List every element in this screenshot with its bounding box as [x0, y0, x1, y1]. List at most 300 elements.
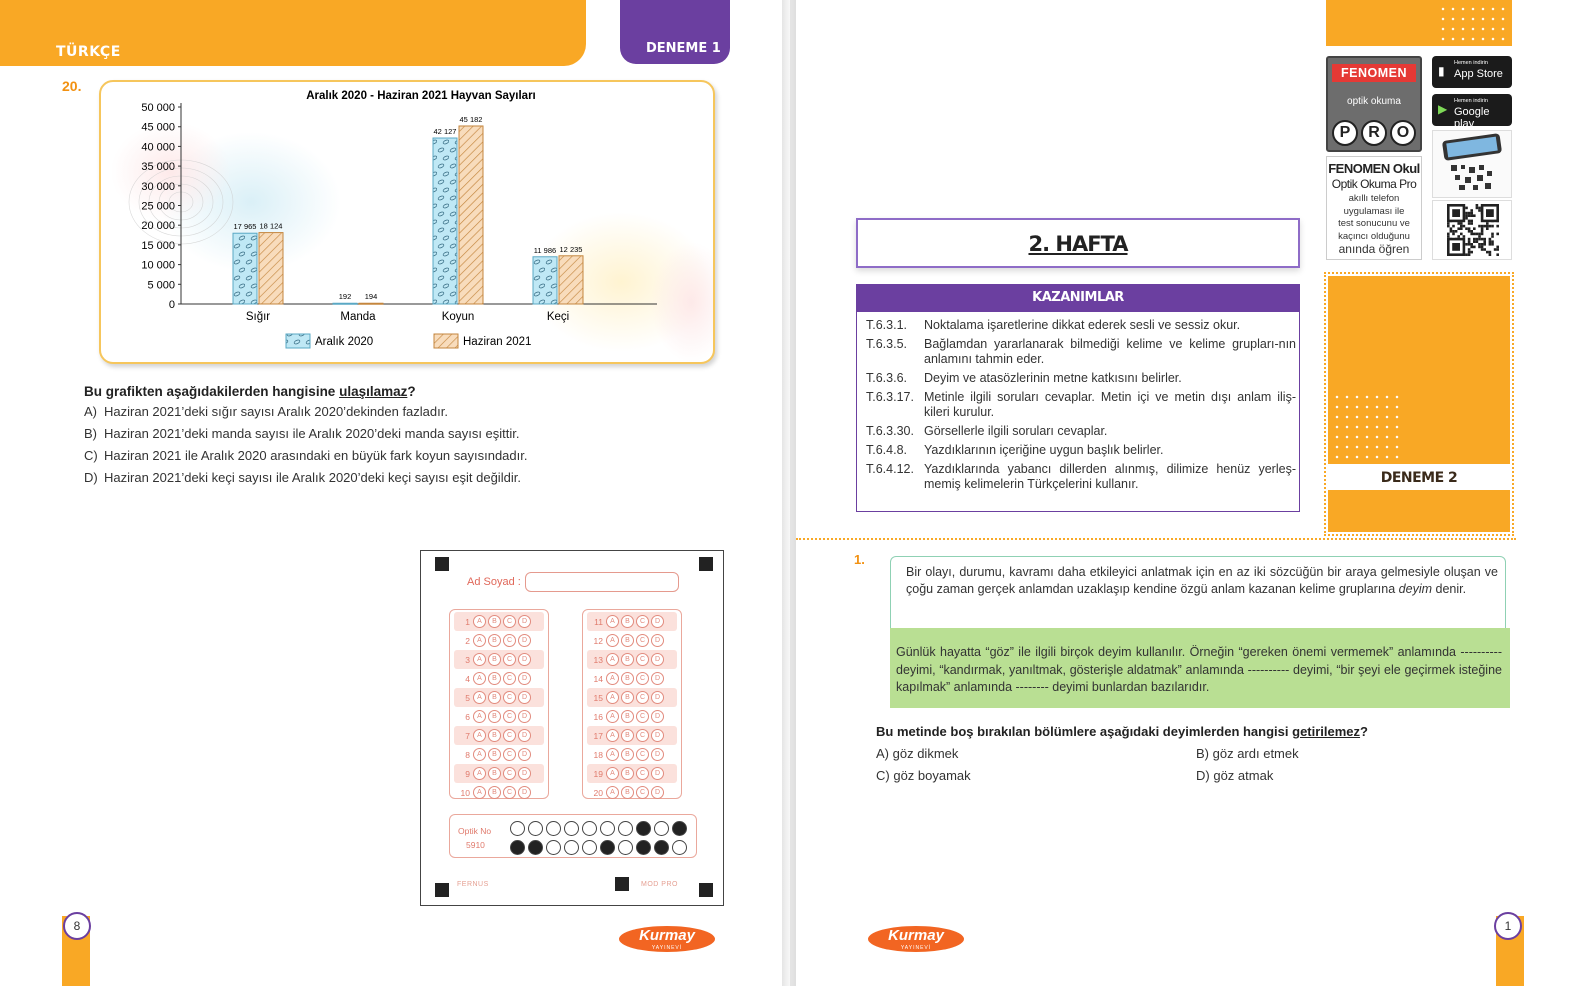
x-tick-label: Sığır [245, 311, 271, 323]
answer-bubble[interactable]: C [636, 615, 649, 628]
publisher-logo [868, 926, 964, 952]
optik-bubble [528, 821, 543, 836]
question-stem [84, 384, 416, 399]
outcome-code: T.6.3.1. [866, 318, 907, 332]
option-letter: A) [84, 404, 97, 419]
answer-bubble[interactable]: B [621, 672, 634, 685]
week-title: 2. HAFTA [1028, 232, 1128, 256]
sheet-footer-mod: MOD PRO [641, 881, 678, 888]
bar-haziran-2021-0 [259, 233, 283, 304]
sheet-corner-mark [435, 557, 449, 571]
answer-bubble[interactable]: A [473, 634, 486, 647]
answer-bubble[interactable]: A [606, 653, 619, 666]
answer-bubble[interactable]: C [636, 786, 649, 799]
legend-swatch [286, 334, 310, 348]
option-text: göz dikmek [892, 746, 959, 761]
bubble-column-1-10 [449, 609, 549, 799]
legend-label: Aralık 2020 [315, 336, 374, 348]
bar-aralik-2020-3 [533, 257, 557, 304]
answer-bubble[interactable]: A [606, 672, 619, 685]
fenomen-info-box [1326, 156, 1422, 260]
outcome-text: Yazdıklarında yabancı dillerden alınmış, dilimize henüz yerleş-memiş kelimelerin Türkçelerini kullanır. [924, 462, 1296, 491]
answer-bubble[interactable]: C [636, 653, 649, 666]
answer-bubble[interactable]: A [606, 786, 619, 799]
publisher-logo [619, 926, 715, 952]
answer-bubble[interactable]: C [636, 729, 649, 742]
bar-haziran-2021-2 [459, 126, 483, 304]
answer-bubble[interactable]: D [651, 767, 664, 780]
option-letter: D) [84, 470, 98, 485]
answer-bubble[interactable]: B [488, 748, 501, 761]
answer-bubble[interactable]: B [488, 767, 501, 780]
info-last-line: anında öğren [1338, 242, 1410, 256]
passage-text: Günlük hayatta “göz” ile ilgili birçok deyim kullanılır. Örneğin “gereken önemi vermemek” anlamında ---------- deyimi, “kandırmak, yanıltmak, gösterişle aldatmak” anlamında ---------- deyimi, “bir şeyi ele geçirmek isteğine kapılmak” anlamında -------- deyimi bunlardan bazılarıdır. [896, 645, 1502, 694]
option-text: Haziran 2021’deki keçi sayısı ile Aralık 2020’deki keçi sayısı eşit değildir. [104, 470, 521, 485]
answer-bubble[interactable]: C [503, 653, 516, 666]
publisher-logo-sub: YAYINEVİ [651, 945, 683, 951]
app-store-small: Hemen indirin [1454, 60, 1488, 66]
answer-bubble[interactable]: D [518, 691, 531, 704]
outcome-text: Görsellerle ilgili soruları cevaplar. [924, 424, 1108, 438]
answer-bubble[interactable]: C [503, 672, 516, 685]
bubble-column-11-20 [582, 609, 682, 799]
outcome-text: Bağlamdan yararlanarak bilmediği kelime ve kelime grupları-nın anlamını tahmin eder. [924, 337, 1296, 366]
publisher-logo-text: Kurmay [639, 927, 695, 944]
sheet-corner-mark [435, 883, 449, 897]
answer-bubble[interactable]: C [503, 748, 516, 761]
answer-bubble[interactable]: B [621, 615, 634, 628]
dots-decor [1332, 392, 1402, 460]
option-c[interactable] [876, 768, 971, 783]
answer-bubble[interactable]: D [518, 748, 531, 761]
section-divider [796, 538, 1516, 540]
answer-bubble[interactable]: D [651, 748, 664, 761]
optik-label: Optik No [458, 826, 492, 836]
y-tick-label: 15 000 [141, 239, 175, 252]
option-text: Haziran 2021’deki manda sayısı ile Aralık 2020’deki manda sayısı eşittir. [104, 426, 520, 441]
outcome-item [866, 462, 1296, 492]
optik-number-box [449, 814, 697, 858]
optik-bubble [564, 821, 579, 836]
x-tick-label: Koyun [441, 311, 475, 323]
y-tick-label: 40 000 [141, 141, 175, 154]
optik-bubble [564, 840, 579, 855]
answer-row [454, 669, 544, 688]
answer-bubble[interactable]: A [473, 653, 486, 666]
optik-bubble [654, 840, 669, 855]
answer-bubble[interactable]: C [503, 691, 516, 704]
answer-row [587, 612, 677, 631]
option-letter: C) [876, 768, 890, 783]
chart-title: Aralık 2020 - Haziran 2021 Hayvan Sayıları [306, 90, 536, 102]
optik-bubble [600, 821, 615, 836]
info-line: kaçıncı olduğunu [1338, 230, 1410, 242]
outcome-text: Metinle ilgili soruları cevaplar. Metin içi ve metin dışı anlam iliş-kileri kurulur. [924, 390, 1296, 419]
bar-aralik-2020-1 [333, 303, 357, 304]
answer-bubble[interactable]: C [503, 634, 516, 647]
answer-row-number: 5 [465, 692, 470, 703]
answer-row [587, 745, 677, 764]
y-tick-label: 30 000 [141, 180, 175, 193]
name-field[interactable] [525, 572, 679, 592]
answer-bubble[interactable]: D [651, 615, 664, 628]
answer-row-number: 13 [593, 654, 603, 665]
option-letter: C) [84, 448, 98, 463]
optical-answer-sheet [420, 550, 724, 906]
fenomen-mid-text: optik okuma [1347, 96, 1401, 107]
stem-prefix: Bu grafikten aşağıdakilerden hangisine [84, 384, 340, 399]
optik-bubble [672, 821, 687, 836]
question-number: 20. [62, 78, 82, 94]
answer-bubble[interactable]: D [518, 710, 531, 723]
answer-bubble[interactable]: A [473, 748, 486, 761]
y-tick-label: 45 000 [141, 121, 175, 134]
qr-code-icon[interactable] [1432, 200, 1512, 260]
answer-bubble[interactable]: A [473, 767, 486, 780]
apple-icon: ▮ [1438, 64, 1445, 78]
optik-bubble [510, 840, 525, 855]
optik-bubble [618, 821, 633, 836]
answer-bubble[interactable]: A [606, 710, 619, 723]
answer-bubble[interactable]: D [651, 786, 664, 799]
outcome-code: T.6.4.8. [866, 443, 907, 457]
bar-value-label: 11 986 [533, 245, 557, 255]
info-line: uygulaması ile [1343, 205, 1405, 217]
optik-bubble [654, 821, 669, 836]
optik-bubble [582, 840, 597, 855]
definition-term: deyim [1398, 581, 1433, 596]
stem-suffix: ? [407, 384, 416, 399]
bar-value-label: 192 [338, 292, 352, 302]
y-tick-label: 20 000 [141, 220, 175, 233]
answer-row-number: 7 [465, 730, 470, 741]
answer-bubble[interactable]: B [621, 729, 634, 742]
pro-letter-r: R [1361, 120, 1387, 146]
answer-row [587, 631, 677, 650]
answer-row-number: 4 [465, 673, 470, 684]
stem-prefix: Bu metinde boş bırakılan bölümlere aşağıdaki deyimlerden hangisi [876, 724, 1293, 739]
optik-bubble [510, 821, 525, 836]
answer-row [454, 650, 544, 669]
left-page [0, 0, 790, 986]
google-play-button[interactable] [1432, 94, 1512, 130]
answer-bubble[interactable]: C [503, 710, 516, 723]
answer-bubble[interactable]: D [518, 672, 531, 685]
info-line: akıllı telefon [1348, 193, 1400, 204]
answer-bubble[interactable]: B [621, 710, 634, 723]
info-text [1327, 193, 1421, 256]
fenomen-logo [1326, 56, 1422, 152]
bar-value-label: 194 [364, 292, 378, 302]
answer-bubble[interactable]: A [473, 786, 486, 799]
info-title: FENOMEN Okul [1328, 161, 1420, 176]
answer-row [587, 726, 677, 745]
answer-bubble[interactable]: B [621, 653, 634, 666]
answer-row-number: 15 [593, 692, 603, 703]
bar-haziran-2021-3 [559, 256, 583, 304]
optik-bubble-row [510, 838, 690, 857]
dots-decor [1438, 4, 1508, 44]
answer-row-number: 17 [593, 730, 603, 741]
answer-bubble[interactable]: B [488, 710, 501, 723]
option-text: göz atmak [1213, 768, 1274, 783]
stem-suffix: ? [1360, 724, 1368, 739]
bar-chart [101, 82, 715, 364]
option-b[interactable] [84, 426, 520, 441]
outcome-code: T.6.3.6. [866, 371, 907, 385]
answer-bubble[interactable]: C [503, 767, 516, 780]
answer-bubble[interactable]: C [503, 786, 516, 799]
sheet-footer-brand: FERNUS [457, 881, 489, 888]
play-icon: ▶ [1438, 102, 1448, 116]
optik-bubble [546, 840, 561, 855]
answer-bubble[interactable]: D [651, 710, 664, 723]
legend-swatch [434, 334, 458, 348]
sheet-corner-mark [615, 877, 629, 891]
answer-row [587, 669, 677, 688]
answer-bubble[interactable]: A [473, 729, 486, 742]
deneme2-panel [1328, 276, 1510, 532]
answer-row-number: 16 [593, 711, 603, 722]
answer-bubble[interactable]: A [473, 691, 486, 704]
pro-letter-o: O [1390, 120, 1416, 146]
answer-bubble[interactable]: B [621, 634, 634, 647]
y-tick-label: 35 000 [141, 161, 175, 174]
answer-bubble[interactable]: D [651, 672, 664, 685]
answer-bubble[interactable]: C [503, 615, 516, 628]
top-accent-block [1326, 0, 1512, 46]
option-a[interactable] [84, 404, 448, 419]
answer-bubble[interactable]: C [636, 672, 649, 685]
answer-row-number: 20 [593, 787, 603, 798]
chart-background-decor [111, 122, 715, 362]
answer-bubble[interactable]: D [651, 653, 664, 666]
answer-bubble[interactable]: A [606, 634, 619, 647]
publisher-logo-text: Kurmay [888, 927, 944, 944]
right-page [796, 0, 1586, 986]
option-text: göz ardı etmek [1212, 746, 1299, 761]
answer-row-number: 1 [465, 616, 470, 627]
sheet-corner-mark [699, 883, 713, 897]
answer-bubble[interactable]: C [503, 729, 516, 742]
answer-bubble[interactable]: B [621, 767, 634, 780]
answer-row [587, 650, 677, 669]
name-label: Ad Soyad : [467, 576, 521, 588]
outcome-code: T.6.3.30. [866, 424, 914, 438]
option-text: Haziran 2021’deki sığır sayısı Aralık 2020’dekinden fazladır. [104, 404, 448, 419]
option-b[interactable] [1196, 746, 1299, 761]
answer-row-number: 8 [465, 749, 470, 760]
stem-emphasis: getirilemez [1292, 724, 1361, 739]
optik-bubble [546, 821, 561, 836]
answer-row-number: 2 [465, 635, 470, 646]
y-tick-label: 25 000 [141, 200, 175, 213]
answer-row-number: 14 [593, 673, 603, 684]
option-text: Haziran 2021 ile Aralık 2020 arasındaki en büyük fark koyun sayısındadır. [104, 448, 528, 463]
answer-bubble[interactable]: B [488, 729, 501, 742]
answer-bubble[interactable]: B [488, 653, 501, 666]
google-play-small: Hemen indirin [1454, 98, 1488, 104]
answer-bubble[interactable]: B [488, 672, 501, 685]
answer-row [454, 745, 544, 764]
answer-bubble[interactable]: A [606, 691, 619, 704]
bar-haziran-2021-1 [359, 303, 383, 304]
answer-row [454, 612, 544, 631]
pro-letter-p: P [1332, 120, 1358, 146]
bar-aralik-2020-2 [433, 138, 457, 304]
answer-row [454, 631, 544, 650]
option-text: göz boyamak [893, 768, 971, 783]
answer-bubble[interactable]: C [636, 710, 649, 723]
app-store-label: App Store [1454, 68, 1503, 80]
info-subtitle: Optik Okuma Pro [1331, 177, 1417, 191]
answer-bubble[interactable]: D [518, 729, 531, 742]
outcome-code: T.6.3.17. [866, 390, 914, 404]
answer-bubble[interactable]: C [636, 767, 649, 780]
answer-bubble[interactable]: C [636, 748, 649, 761]
y-tick-label: 5 000 [147, 279, 175, 292]
answer-bubble[interactable]: D [518, 634, 531, 647]
y-tick-label: 0 [168, 299, 175, 311]
bar-value-label: 12 235 [559, 244, 583, 254]
bar-value-label: 17 965 [233, 222, 257, 232]
exam-tab-label: DENEME 1 [646, 41, 721, 56]
publisher-logo-sub: YAYINEVİ [900, 945, 932, 951]
question-number: 1. [854, 552, 865, 567]
outcome-code: T.6.4.12. [866, 462, 914, 476]
answer-bubble[interactable]: D [518, 786, 531, 799]
outcome-item [866, 424, 1296, 439]
definition-after: denir. [1432, 581, 1467, 596]
deneme2-label: DENEME 2 [1380, 470, 1458, 486]
option-a[interactable] [876, 746, 958, 761]
page-number: 1 [1494, 912, 1522, 940]
bar-value-label: 18 124 [259, 221, 283, 231]
sheet-corner-mark [699, 557, 713, 571]
x-tick-label: Keçi [546, 311, 570, 323]
answer-row-number: 9 [465, 768, 470, 779]
legend-label: Haziran 2021 [463, 336, 532, 348]
optik-bubble [582, 821, 597, 836]
answer-bubble[interactable]: D [518, 653, 531, 666]
answer-row-number: 19 [593, 768, 603, 779]
optik-bubble-row [510, 819, 690, 838]
answer-row [454, 764, 544, 783]
definition-before: Bir olayı, durumu, kavramı daha etkileyici anlatmak için en az iki sözcüğün bir araya gelmesiyle oluşan ve çoğu zaman gerçek anlamdan uzaklaşıp kendine özgü anlam kazanan kelime gruplarına [906, 565, 1498, 596]
stem-emphasis: ulaşılamaz [339, 384, 408, 399]
bar-value-label: 42 127 [433, 127, 457, 137]
answer-bubble[interactable]: D [651, 729, 664, 742]
chart-panel [99, 80, 715, 364]
outcome-item [866, 443, 1296, 458]
answer-bubble[interactable]: A [473, 615, 486, 628]
option-c[interactable] [84, 448, 527, 463]
outcome-item [866, 318, 1296, 333]
answer-bubble[interactable]: B [488, 615, 501, 628]
answer-bubble[interactable]: D [651, 634, 664, 647]
answer-bubble[interactable]: D [518, 767, 531, 780]
answer-row-number: 10 [460, 787, 470, 798]
answer-bubble[interactable]: D [651, 691, 664, 704]
y-tick-label: 50 000 [141, 102, 175, 114]
answer-bubble[interactable]: B [621, 691, 634, 704]
answer-bubble[interactable]: B [621, 786, 634, 799]
optik-bubbles [510, 819, 690, 857]
definition-text [906, 564, 1498, 597]
bar-aralik-2020-0 [233, 233, 257, 304]
optik-bubble [528, 840, 543, 855]
answer-bubble[interactable]: B [488, 786, 501, 799]
answer-row [454, 726, 544, 745]
optik-bubble [636, 840, 651, 855]
answer-bubble[interactable]: A [606, 615, 619, 628]
google-play-label: Google play [1454, 106, 1490, 130]
outcome-item [866, 371, 1296, 386]
optik-bubble [636, 821, 651, 836]
answer-bubble[interactable]: A [606, 767, 619, 780]
subject-title: TÜRKÇE [56, 44, 121, 60]
info-line: test sonucunu ve [1338, 218, 1410, 229]
answer-row [587, 707, 677, 726]
answer-bubble[interactable]: B [488, 634, 501, 647]
answer-row [587, 688, 677, 707]
answer-bubble[interactable]: B [621, 748, 634, 761]
question-stem [876, 724, 1368, 739]
option-letter: B) [1196, 746, 1209, 761]
answer-bubble[interactable]: A [606, 729, 619, 742]
answer-bubble[interactable]: A [606, 748, 619, 761]
option-letter: A) [876, 746, 889, 761]
answer-row-number: 3 [465, 654, 470, 665]
answer-bubble[interactable]: A [473, 672, 486, 685]
fenomen-brand: FENOMEN [1332, 64, 1416, 82]
outcome-item [866, 390, 1296, 420]
answer-row [454, 688, 544, 707]
optik-label-group [458, 824, 491, 852]
answer-row [454, 707, 544, 726]
answer-bubble[interactable]: A [473, 710, 486, 723]
outcome-item [866, 337, 1296, 367]
outcome-code: T.6.3.5. [866, 337, 907, 351]
optik-bubble [600, 840, 615, 855]
answer-row [587, 783, 677, 802]
answer-row [454, 783, 544, 802]
outcomes-list [866, 318, 1296, 496]
option-letter: B) [84, 426, 97, 441]
answer-bubble[interactable]: D [518, 615, 531, 628]
option-d[interactable] [1196, 768, 1273, 783]
phone-scanning-image [1432, 130, 1512, 198]
bar-value-label: 45 182 [459, 114, 483, 124]
answer-row-number: 6 [465, 711, 470, 722]
answer-bubble[interactable]: C [636, 634, 649, 647]
outcome-text: Deyim ve atasözlerinin metne katkısını belirler. [924, 371, 1182, 385]
outcomes-header: KAZANIMLAR [856, 284, 1300, 312]
answer-row-number: 12 [593, 635, 603, 646]
outcome-text: Yazdıklarının içeriğine uygun başlık belirler. [924, 443, 1164, 457]
app-store-button[interactable] [1432, 56, 1512, 88]
optik-bubble [672, 840, 687, 855]
answer-bubble[interactable]: C [636, 691, 649, 704]
answer-row [587, 764, 677, 783]
x-tick-label: Manda [340, 311, 376, 323]
y-tick-label: 10 000 [141, 259, 175, 272]
outcome-text: Noktalama işaretlerine dikkat ederek sesli ve sessiz okur. [924, 318, 1241, 332]
answer-bubble[interactable]: B [488, 691, 501, 704]
option-letter: D) [1196, 768, 1210, 783]
answer-row-number: 11 [594, 616, 603, 627]
option-d[interactable] [84, 470, 521, 485]
